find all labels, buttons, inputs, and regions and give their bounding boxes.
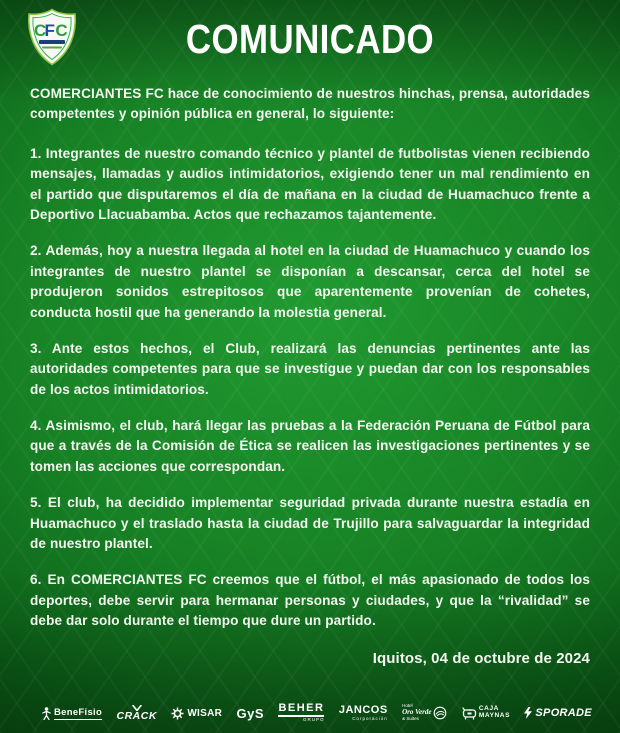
sponsor-sublabel: GRUPO xyxy=(302,717,325,723)
sponsor-beher xyxy=(278,703,324,723)
sponsor-crack xyxy=(117,705,157,722)
paragraph-4: 4. Asimismo, el club, hará llegar las pruebas a la Federación Peruana de Fútbol para que a través de la Comisión de Ética se realicen las investigaciones pertinentes y se tomen las acciones que correspondan. xyxy=(30,418,590,474)
sponsor-label: BeneFisio xyxy=(54,706,103,718)
lightning-icon xyxy=(524,707,532,719)
sponsor-label-group xyxy=(479,706,510,720)
header xyxy=(0,0,620,72)
bird-circle-icon xyxy=(433,706,447,720)
person-icon xyxy=(42,707,51,720)
sponsor-toplabel: Hotel xyxy=(402,703,413,709)
sponsor-label: BEHER xyxy=(278,703,324,717)
sponsor-label: CRACK xyxy=(116,709,157,722)
crest-letter: F xyxy=(44,21,55,40)
crest-letter: C xyxy=(33,21,47,40)
sponsor-caja-maynas xyxy=(462,706,510,720)
sponsor-wisar xyxy=(171,707,222,720)
intro-paragraph: COMERCIANTES FC hace de conocimiento de nuestros hinchas, prensa, autoridades competentes y opinión pública en general, lo siguiente: xyxy=(30,86,590,122)
sponsor-label-group xyxy=(402,704,431,722)
sponsor-benefisio xyxy=(42,707,102,720)
piggy-bank-icon xyxy=(462,707,477,720)
sponsor-oro-verde xyxy=(402,704,447,722)
paragraph-5: 5. El club, ha decidido implementar seguridad privada durante nuestra estadía en Huamachuco y el traslado hasta la ciudad de Trujillo para salvaguardar la integridad de nuestro plantel. xyxy=(30,495,590,552)
sponsor-label: GyS xyxy=(236,705,265,721)
crest-letter: C xyxy=(55,21,68,40)
sponsor-bar xyxy=(42,699,592,727)
sponsor-label: Oro Verde xyxy=(402,708,432,717)
paragraph-3: 3. Ante estos hechos, el Club, realizará las denuncias pertinentes ante las autoridades competentes para que se investigue y puedan dar con los responsables de los actos intimidatorios. xyxy=(30,340,590,397)
paragraph-1: 1. Integrantes de nuestro comando técnico y plantel de futbolistas vienen recibiendo mensajes, llamadas y audios intimidatorios, exigiendo tener un mal rendimiento en el partido que disputaremos el día de mañana en la ciudad de Huamachuco frente a Deportivo Llacuabamba. Actos que rechazamos tajantemente. xyxy=(30,145,590,222)
sponsor-gys xyxy=(237,706,265,721)
paragraph-2: 2. Además, hoy a nuestra llegada al hotel en la ciudad de Huamachuco y cuando los integrantes de nuestro plantel se disponían a descansar, cerca del hotel se produjeron sonidos estrepitosos que aparentemente provenían de cohetes, conducta hostil que ha generando la molestia general. xyxy=(30,243,590,320)
sponsor-sporade xyxy=(524,707,592,719)
page-title: COMUNICADO xyxy=(185,16,435,62)
sponsor-sublabel: Corporación xyxy=(352,715,388,721)
sponsor-label: CAJA xyxy=(478,705,499,713)
dateline: Iquitos, 04 de octubre de 2024 xyxy=(372,649,590,667)
sponsor-label: WISAR xyxy=(187,707,223,719)
sponsor-sublabel: & Suites xyxy=(402,715,419,721)
gear-icon xyxy=(171,707,184,720)
communique-body xyxy=(0,72,620,670)
sponsor-label: SPORADE xyxy=(535,707,592,719)
sponsor-jancos xyxy=(339,705,388,722)
paragraph-6: 6. En COMERCIANTES FC creemos que el fútbol, el más apasionado de todos los deportes, debe servir para hermanar personas y ciudades, y que la “rivalidad” se debe dar solo durante el tiempo que dure un partido. xyxy=(30,572,590,629)
sponsor-sublabel: MAYNAS xyxy=(478,712,511,719)
sponsor-label: JANCOS xyxy=(338,703,388,716)
